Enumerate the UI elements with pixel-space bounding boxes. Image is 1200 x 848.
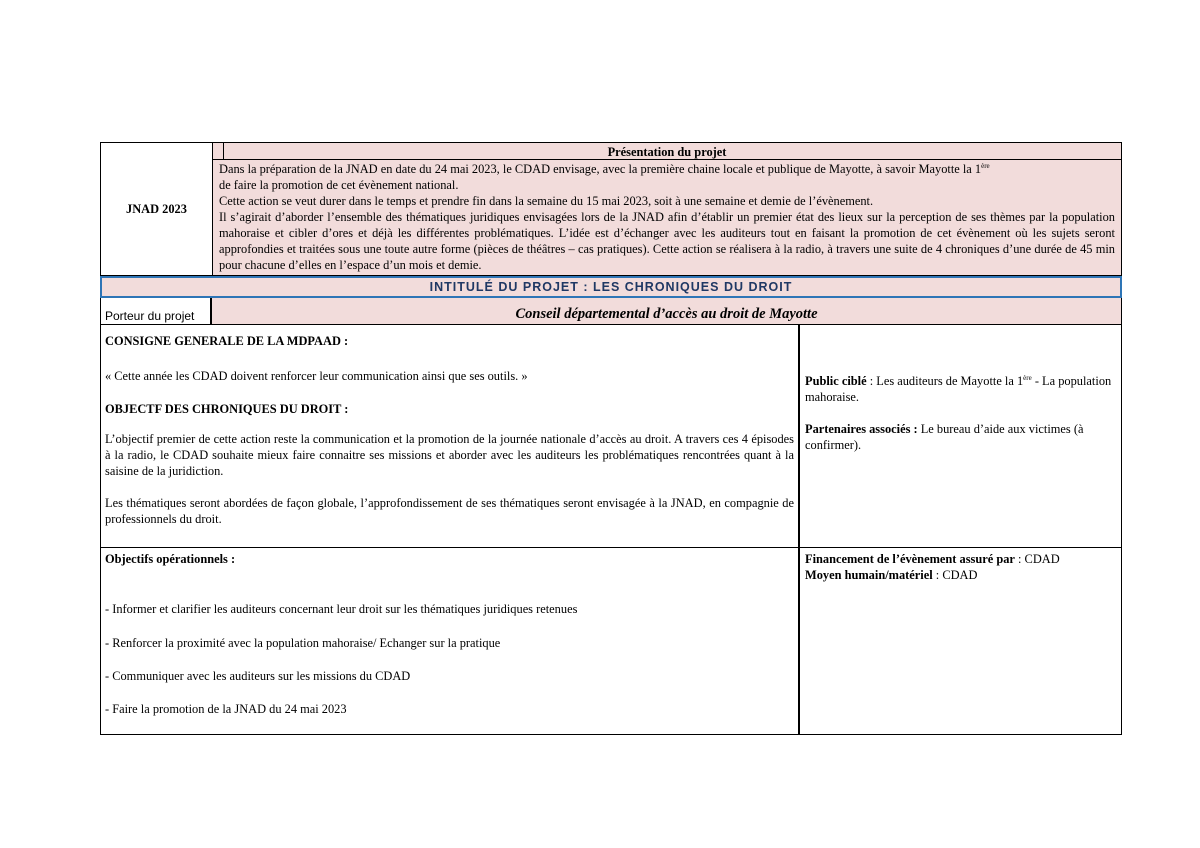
porteur-label: Porteur du projet bbox=[105, 309, 195, 323]
objectifs-heading: Objectifs opérationnels : bbox=[105, 552, 236, 566]
objectif-item: - Faire la promotion de la JNAD du 24 mai 2023 bbox=[105, 702, 347, 716]
consigne-quote: « Cette année les CDAD doivent renforcer leur communication ainsi que ses outils. » bbox=[105, 369, 528, 383]
objectif-heading: OBJECTF DES CHRONIQUES DU DROIT : bbox=[105, 402, 349, 416]
financement-cell bbox=[798, 548, 1122, 735]
objectif-paragraph-2: Les thématiques seront abordées de façon globale, l’approfondissement de ses thématiques seront envisagée à la JNAD, en compagnie de professionnels du droit. bbox=[105, 496, 794, 526]
presentation-line-2: de faire la promotion de cet évènement national. bbox=[219, 178, 459, 192]
jnad-label: JNAD 2023 bbox=[126, 202, 187, 216]
consigne-heading: CONSIGNE GENERALE DE LA MDPAAD : bbox=[105, 334, 349, 348]
public-cible: Public ciblé : Les auditeurs de Mayotte la 1ère - La population mahoraise. bbox=[805, 374, 1112, 404]
porteur-label-cell bbox=[100, 298, 212, 325]
objectif-item: - Informer et clarifier les auditeurs concernant leur droit sur les thématiques juridiques retenues bbox=[105, 602, 578, 616]
jnad-label-cell bbox=[100, 142, 212, 276]
public-partenaires-cell bbox=[798, 325, 1122, 548]
project-title-band bbox=[100, 276, 1122, 298]
project-title: INTITULÉ DU PROJET : LES CHRONIQUES DU DROIT bbox=[429, 280, 793, 294]
public-label: Public ciblé bbox=[805, 374, 867, 388]
presentation-title-cell bbox=[212, 142, 1122, 160]
presentation-title: Présentation du projet bbox=[607, 145, 727, 159]
porteur-value: Conseil départemental d’accès au droit de Mayotte bbox=[515, 306, 818, 322]
financement: Financement de l’évènement assuré par : CDAD bbox=[805, 552, 1060, 566]
objectif-item: - Renforcer la proximité avec la population mahoraise/ Echanger sur la pratique bbox=[105, 636, 501, 650]
moyen: Moyen humain/matériel : CDAD bbox=[805, 568, 978, 582]
presentation-line-3: Cette action se veut durer dans le temps et prendre fin dans la semaine du 15 mai 2023, soit à une semaine et demie de l’évènement. bbox=[219, 194, 874, 208]
partenaires: Partenaires associés : Le bureau d’aide aux victimes (à confirmer). bbox=[805, 422, 1084, 452]
presentation-body-cell bbox=[212, 160, 1122, 276]
porteur-value-cell bbox=[212, 298, 1122, 325]
consigne-cell bbox=[100, 325, 798, 548]
partenaires-label: Partenaires associés : bbox=[805, 422, 918, 436]
cell-divider bbox=[223, 143, 224, 160]
presentation-line-1: Dans la préparation de la JNAD en date du 24 mai 2023, le CDAD envisage, avec la première chaine locale et publique de Mayotte, à savoir Mayotte la 1ère bbox=[219, 162, 990, 176]
objectif-item: - Communiquer avec les auditeurs sur les missions du CDAD bbox=[105, 669, 411, 683]
objectifs-cell bbox=[100, 548, 798, 735]
objectif-paragraph-1: L’objectif premier de cette action reste la communication et la promotion de la journée nationale d’accès au droit. A travers ces 4 épisodes à la radio, le CDAD souhaite mieux faire connaitre ses missions et aborder avec les auditeurs les problématiques rencontrées quant à la saisine de la juridiction. bbox=[105, 432, 794, 478]
financement-label: Financement de l’évènement assuré par bbox=[805, 552, 1015, 566]
moyen-label: Moyen humain/matériel bbox=[805, 568, 933, 582]
presentation-line-4: Il s’agirait d’aborder l’ensemble des thématiques juridiques envisagées lors de la JNAD afin d’établir un premier état des lieux sur la perception de ses thèmes par la population mahoraise et cibler d’ores et déjà les différentes problématiques. L’idée est d’échanger avec les auditeurs tout en faisant la promotion de cet évènement où les sujets seront approfondies et traitées sous une toute autre forme (pièces de théâtres – cas pratiques). Cette action se réalisera à la radio, à travers une suite de 4 chroniques d’une durée de 45 min pour chacune d’elles en l’espace d’un mois et demie. bbox=[219, 210, 1115, 272]
